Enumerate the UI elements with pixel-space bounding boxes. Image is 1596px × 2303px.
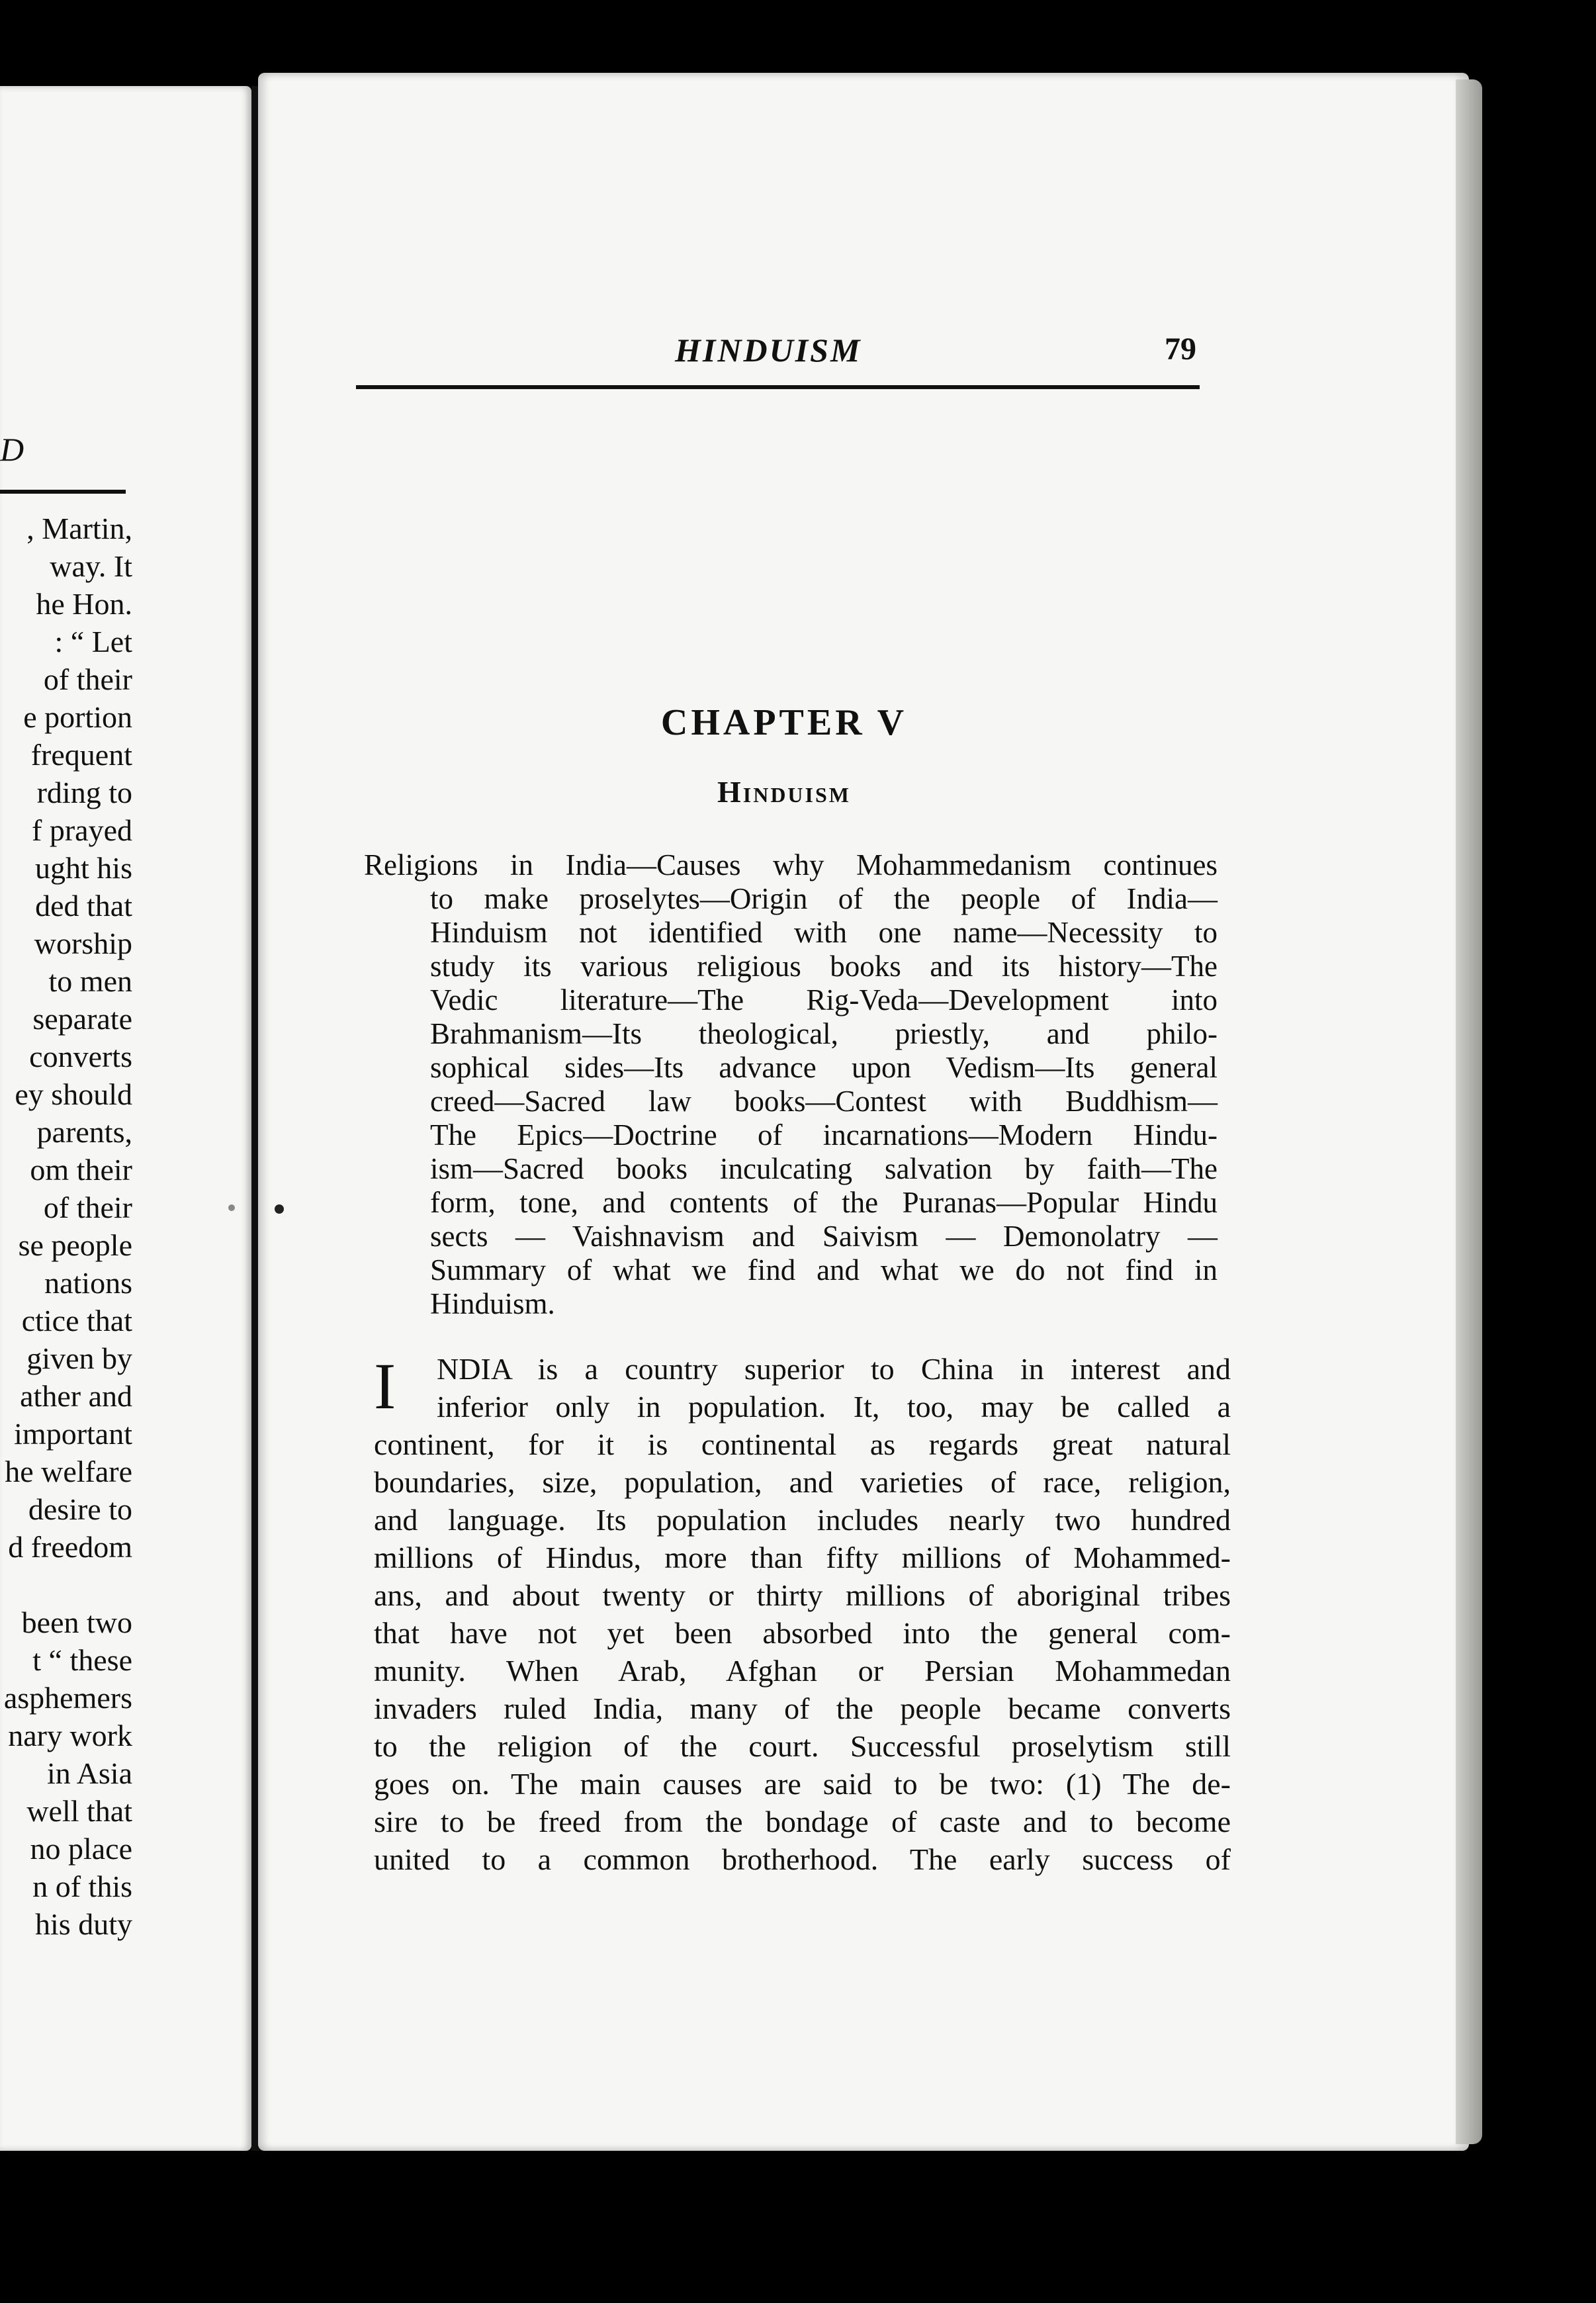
left-line: nations [44, 1266, 132, 1300]
summary-line: creed—Sacred law books—Contest with Buddhism— [430, 1085, 1218, 1118]
left-line: d freedom [8, 1530, 132, 1564]
left-line: his duty [35, 1907, 132, 1941]
summary-line: Hinduism. [430, 1287, 555, 1320]
body-line: goes on. The main causes are said to be two: (1) The de- [374, 1767, 1231, 1801]
summary-line: form, tone, and contents of the Puranas—Popular Hindu [430, 1186, 1218, 1219]
body-line: ans, and about twenty or thirty millions of aboriginal tribes [374, 1578, 1231, 1612]
left-line: f prayed [32, 813, 132, 847]
left-line: of their [43, 662, 132, 696]
body-line: to the religion of the court. Successful proselytism still [374, 1729, 1231, 1763]
page-edge [1456, 79, 1482, 2144]
left-line: ctice that [21, 1304, 132, 1337]
left-line: nary work [8, 1719, 132, 1752]
left-line: frequent [30, 738, 132, 772]
left-line: ught his [35, 851, 132, 885]
left-header-rule [0, 490, 126, 494]
summary-line: Vedic literature—The Rig-Veda—Development into [430, 983, 1218, 1016]
left-page [0, 86, 251, 2151]
chapter-subtitle: Hinduism [717, 775, 851, 809]
left-line: ather and [20, 1379, 132, 1413]
summary-line: Religions in India—Causes why Mohammedanism continues [364, 848, 1218, 881]
body-line: boundaries, size, population, and varieties of race, religion, [374, 1465, 1231, 1499]
body-line: united to a common brotherhood. The early success of [374, 1842, 1231, 1876]
body-line: invaders ruled India, many of the people became converts [374, 1692, 1231, 1725]
left-running-head-fragment: D [0, 431, 24, 468]
left-line: way. It [50, 549, 132, 583]
body-line: that have not yet been absorbed into the general com- [374, 1616, 1231, 1650]
drop-cap: I [374, 1349, 396, 1423]
left-page-text [0, 510, 132, 1943]
left-line: , Martin, [26, 512, 132, 545]
left-line: he Hon. [36, 587, 132, 621]
left-line: in Asia [46, 1756, 132, 1790]
left-line [0, 1566, 132, 1603]
body-line: sire to be freed from the bondage of caste and to become [374, 1805, 1231, 1838]
left-line: no place [30, 1832, 132, 1866]
summary-line: Hinduism not identified with one name—Necessity to [430, 916, 1218, 949]
chapter-summary [364, 848, 1218, 1321]
page-number: 79 [1165, 332, 1196, 367]
left-line: he welfare [5, 1455, 132, 1488]
running-head: HINDUISM [675, 332, 862, 369]
body-line: and language. Its population includes nearly two hundred [374, 1503, 1231, 1537]
summary-line: Summary of what we find and what we do not find in [430, 1253, 1218, 1287]
summary-line: to make proselytes—Origin of the people of India— [430, 882, 1218, 915]
left-line: e portion [23, 700, 132, 734]
summary-line: The Epics—Doctrine of incarnations—Modern Hindu- [430, 1118, 1218, 1152]
left-line: asphemers [3, 1681, 132, 1715]
left-line: t “ these [32, 1643, 132, 1677]
left-line: converts [29, 1040, 132, 1073]
summary-line: study its various religious books and its history—The [430, 950, 1218, 983]
body-line: millions of Hindus, more than fifty millions of Mohammed- [374, 1541, 1231, 1574]
left-line: om their [30, 1153, 132, 1187]
summary-line: ism—Sacred books inculcating salvation by faith—The [430, 1152, 1218, 1185]
left-line: well that [26, 1794, 132, 1828]
left-line: to men [48, 964, 132, 998]
left-line: of their [43, 1191, 132, 1224]
body-line: munity. When Arab, Afghan or Persian Mohammedan [374, 1654, 1231, 1688]
left-line: n of this [32, 1870, 132, 1903]
summary-line: Brahmanism—Its theological, priestly, and philo- [430, 1017, 1218, 1050]
left-line: desire to [28, 1492, 132, 1526]
left-line: important [14, 1417, 132, 1451]
left-line: rding to [36, 776, 132, 809]
left-line: ded that [35, 889, 132, 923]
left-line: ey should [15, 1077, 132, 1111]
left-line: worship [34, 926, 132, 960]
body-line: NDIA is a country superior to China in interest and [437, 1352, 1231, 1386]
gutter-mark [228, 1204, 235, 1211]
header-rule [356, 385, 1200, 389]
summary-line: sects — Vaishnavism and Saivism — Demonolatry — [430, 1220, 1218, 1253]
left-line: separate [32, 1002, 132, 1036]
left-line: se people [18, 1228, 132, 1262]
left-line: given by [26, 1341, 132, 1375]
body-line: continent, for it is continental as regards great natural [374, 1427, 1231, 1461]
body-paragraph [374, 1350, 1231, 1878]
body-line: inferior only in population. It, too, may be called a [437, 1390, 1231, 1423]
left-line: : “ Let [54, 625, 132, 658]
left-line: parents, [36, 1115, 132, 1149]
chapter-title: CHAPTER V [660, 702, 908, 743]
summary-line: sophical sides—Its advance upon Vedism—Its general [430, 1051, 1218, 1084]
left-line: been two [21, 1605, 132, 1639]
page-mark [275, 1204, 284, 1214]
